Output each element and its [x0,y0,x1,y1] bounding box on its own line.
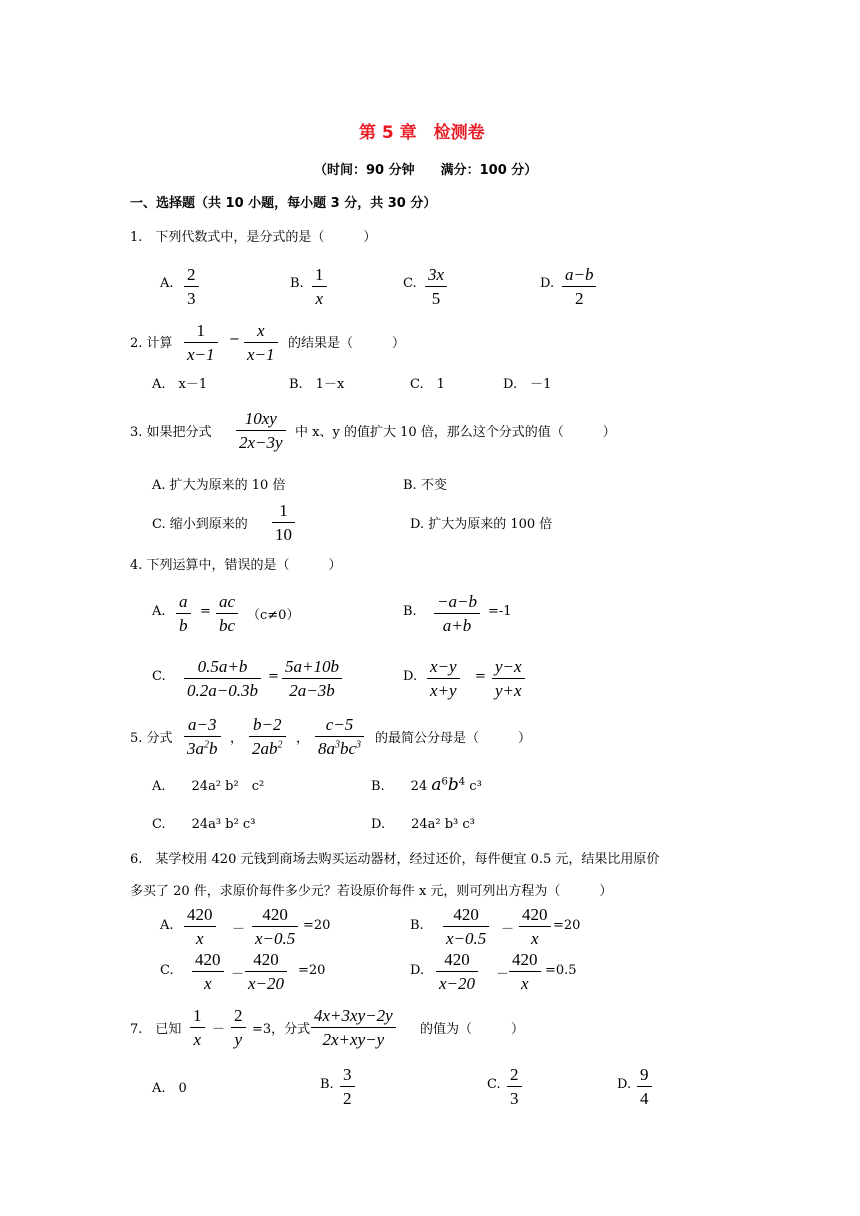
q7-fraction-3: $\frac{4x+3xy-2y}{2x+xy-y}$ [311,1007,396,1048]
q4-d-equals: = [475,669,486,684]
q5-option-c: C. 24a³ b² c³ [152,817,256,832]
q3-fraction: $\frac{10xy}{2x-3y}$ [236,410,286,451]
q5-fraction-2: $\frac{b-2}{2ab^2}$ [249,716,286,757]
q6-b-minus: － [501,922,515,937]
q3-option-b: B. 不变 [403,478,447,493]
q3-prefix: 3. 如果把分式 [130,425,212,440]
q7-c-fraction: $\frac{2}{3}$ [507,1066,522,1107]
q5-prefix: 5. 分式 [130,731,173,746]
q4-c-label: C. [152,669,166,684]
q4-a-condition: （c≠0） [247,608,300,623]
q5-option-a: A. 24a² b² c² [152,779,265,794]
q6-c-fraction-1: $\frac{420}{x}$ [192,951,224,992]
q1-d-label: D. [540,276,555,291]
q6-a-minus: － [232,922,246,937]
q2-option-a: A. x－1 [152,377,208,392]
page-title: 第 5 章 检测卷 [359,123,485,143]
q2-fraction-1: $\frac{1}{x-1}$ [184,322,218,363]
q5-comma-2: ， [296,731,310,746]
q6-c-minus: － [231,967,245,982]
q4-a-label: A. [152,604,166,619]
q3-option-a: A. 扩大为原来的 10 倍 [152,478,286,493]
q2-option-b: B. 1－x [289,377,345,392]
q7-fraction-1: $\frac{1}{x}$ [190,1007,205,1048]
exam-info: （时间：90 分钟 满分：100 分） [314,163,538,178]
q7-b-label: B. [320,1077,334,1092]
q6-b-label: B. [410,918,424,933]
q6-stem-line-1: 6. 某学校用 420 元钱到商场去购买运动器材，经过还价，每件便宜 0.5 元，结果比用原价 [130,852,660,867]
q2-minus: − [229,332,240,347]
q4-b-tail: =-1 [488,604,512,619]
q5-option-d: D. 24a² b³ c³ [371,817,475,832]
q7-b-fraction: $\frac{3}{2}$ [340,1066,355,1107]
q2-suffix: 的结果是（ ） [288,336,406,351]
q1-c-fraction: $\frac{3x}{5}$ [425,266,447,307]
q4-c-left: $\frac{0.5a+b}{0.2a-0.3b}$ [184,658,261,699]
q4-a-right: $\frac{ac}{bc}$ [216,593,238,634]
q7-middle: =3，分式 [252,1022,311,1037]
q6-d-minus: － [496,967,510,982]
q4-c-right: $\frac{5a+10b}{2a-3b}$ [282,658,342,699]
q5-suffix: 的最简公分母是（ ） [375,731,532,746]
q7-c-label: C. [487,1077,501,1092]
q3-option-d: D. 扩大为原来的 100 倍 [410,517,553,532]
q1-b-label: B. [290,276,304,291]
q4-stem: 4. 下列运算中，错误的是（ ） [130,558,342,573]
q7-prefix: 7. 已知 [130,1022,182,1037]
q4-a-left: $\frac{a}{b}$ [176,593,191,634]
q7-suffix: 的值为（ ） [420,1022,525,1037]
section-heading: 一、选择题（共 10 小题，每小题 3 分，共 30 分） [130,196,437,211]
q5-fraction-3: $\frac{c-5}{8a^3bc^3}$ [315,716,364,757]
q5-comma-1: ， [230,731,244,746]
q6-stem-line-2: 多买了 20 件，求原价每件多少元？若设原价每件 x 元，则可列出方程为（ ） [130,884,613,899]
q3-suffix: 中 x、y 的值扩大 10 倍，那么这个分式的值（ ） [295,425,616,440]
q2-option-c: C. 1 [410,377,445,392]
q4-b-fraction: $\frac{-a-b}{a+b}$ [434,593,480,634]
q4-b-label: B. [403,604,417,619]
q6-d-fraction-1: $\frac{420}{x-20}$ [436,951,478,992]
q5-option-b: B. 24 $a^6b^4$ c³ [371,775,482,795]
q6-c-fraction-2: $\frac{420}{x-20}$ [245,951,287,992]
q4-a-equals: = [200,604,211,619]
q7-d-fraction: $\frac{9}{4}$ [637,1066,652,1107]
q5-fraction-1: $\frac{a-3}{3a^2b}$ [184,716,221,757]
q7-d-label: D. [617,1077,632,1092]
q7-option-a: A. 0 [152,1081,187,1096]
q2-prefix: 2. 计算 [130,336,173,351]
q4-c-equals: = [268,669,279,684]
q1-stem: 1. 下列代数式中，是分式的是（ ） [130,230,377,245]
q2-fraction-2: $\frac{x}{x-1}$ [244,322,278,363]
q6-b-tail: =20 [553,918,581,933]
q6-b-fraction-2: $\frac{420}{x}$ [519,906,551,947]
q6-d-tail: =0.5 [545,963,577,978]
q4-d-label: D. [403,669,418,684]
q6-c-tail: =20 [298,963,326,978]
q6-a-fraction-1: $\frac{420}{x}$ [184,906,216,947]
q6-b-fraction-1: $\frac{420}{x-0.5}$ [443,906,489,947]
q3-option-c: C. 缩小到原来的 [152,517,248,532]
q7-fraction-2: $\frac{2}{y}$ [231,1007,246,1048]
q6-c-label: C. [160,963,174,978]
q6-d-fraction-2: $\frac{420}{x}$ [509,951,541,992]
q2-option-d: D. －1 [503,377,552,392]
q1-a-fraction: $\frac{2}{3}$ [184,266,199,307]
q3-option-c-fraction: $\frac{1}{10}$ [272,502,295,543]
q1-b-fraction: $\frac{1}{x}$ [312,266,327,307]
q7-minus: － [212,1022,226,1037]
q4-d-left: $\frac{x-y}{x+y}$ [427,658,460,699]
q6-a-fraction-2: $\frac{420}{x-0.5}$ [252,906,298,947]
q6-d-label: D. [410,963,425,978]
q4-d-right: $\frac{y-x}{y+x}$ [492,658,525,699]
q1-d-fraction: $\frac{a-b}{2}$ [562,266,596,307]
q1-c-label: C. [403,276,417,291]
q6-a-label: A. [160,918,174,933]
q1-a-label: A. [160,276,174,291]
q6-a-tail: =20 [303,918,331,933]
